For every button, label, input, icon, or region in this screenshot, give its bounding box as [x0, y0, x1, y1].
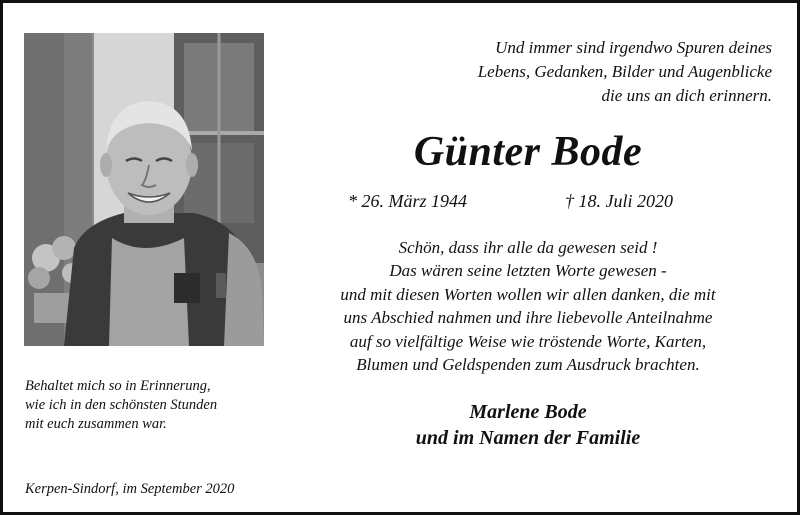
left-quote-line: Behaltet mich so in Erinnerung,: [25, 378, 211, 394]
thanks-line: Blumen und Geldspenden zum Ausdruck brachten.: [356, 355, 700, 375]
left-quote: [25, 377, 285, 434]
deceased-name: Günter Bode: [413, 129, 643, 175]
thanks-line: und mit diesen Worten wollen wir allen danken, die mit: [340, 284, 716, 304]
left-quote-line: wie ich in den schönsten Stunden: [25, 397, 218, 413]
thanks-line: Schön, dass ihr alle da gewesen seid !: [398, 238, 658, 257]
signature-line: Marlene Bode: [469, 401, 587, 423]
portrait-photo: [24, 33, 264, 346]
place-date: Kerpen-Sindorf, im September 2020: [25, 481, 235, 497]
death-date: † 18. Juli 2020: [565, 191, 673, 211]
thanks-line: Das wären seine letzten Worte gewesen -: [389, 261, 667, 281]
thanks-text: [293, 236, 763, 376]
signature: [293, 399, 763, 451]
thanks-line: uns Abschied nahmen und ihre liebevolle Anteilnahme: [343, 308, 713, 328]
birth-date: * 26. März 1944: [348, 191, 468, 211]
top-quote-line: Und immer sind irgendwo Spuren deines: [495, 38, 772, 57]
top-quote-line: Lebens, Gedanken, Bilder und Augenblicke: [477, 62, 772, 81]
thanks-line: auf so vielfältige Weise wie tröstende Worte, Karten,: [349, 331, 707, 351]
top-quote-line: die uns an dich erinnern.: [601, 86, 772, 105]
signature-line: und im Namen der Familie: [415, 427, 641, 449]
left-quote-line: mit euch zusammen war.: [25, 416, 167, 432]
top-quote: [352, 36, 772, 108]
